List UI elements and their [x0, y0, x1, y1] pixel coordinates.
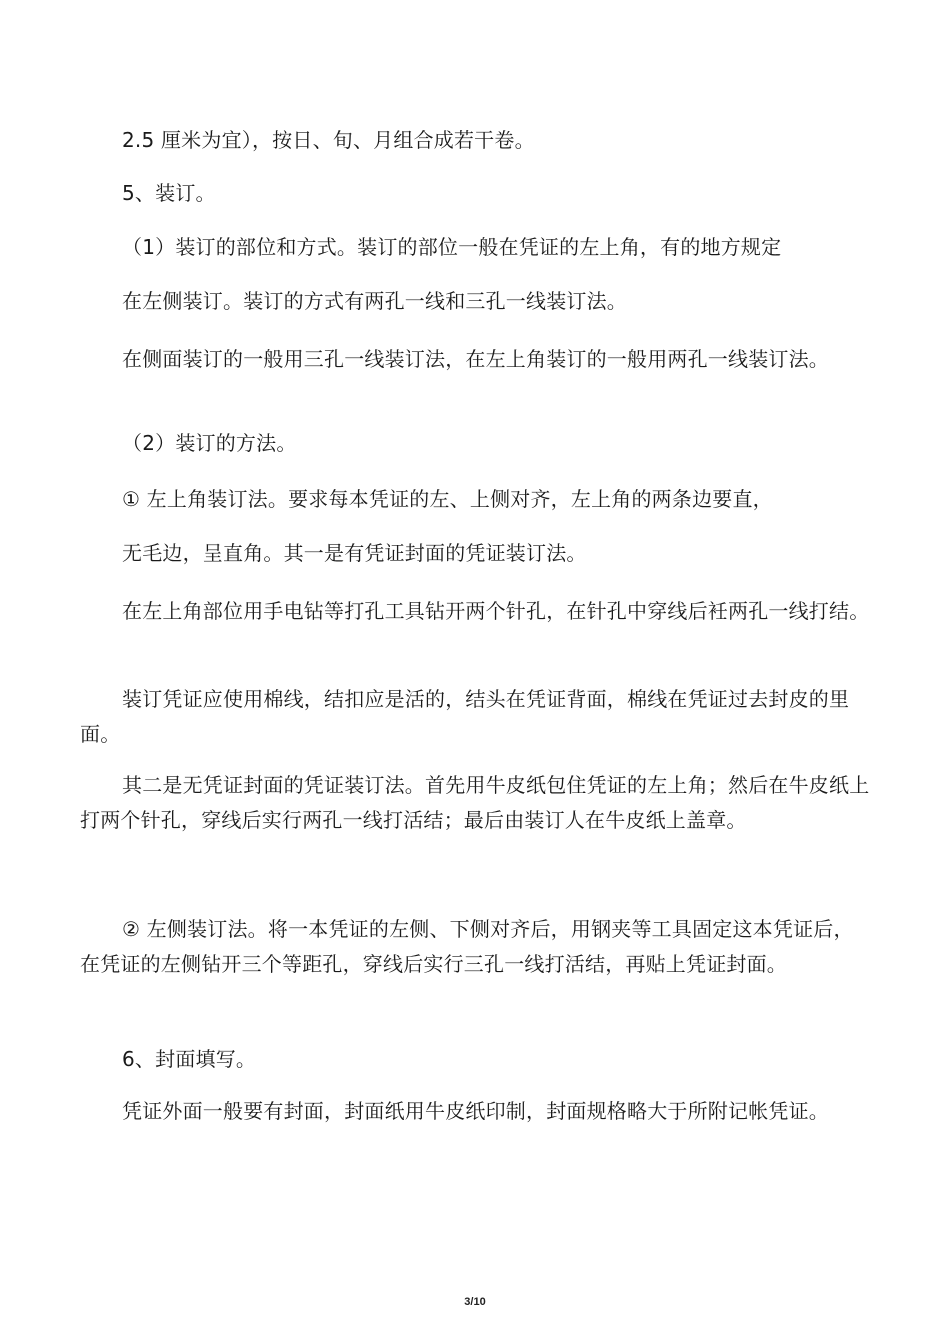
paragraph-12: ② 左侧装订法。将一本凭证的左侧、下侧对齐后，用钢夹等工具固定这本凭证后，在凭证的左侧钻开三个等距孔，穿线后实行三孔一线打活结，再贴上凭证封面。	[80, 917, 854, 976]
paragraph-6: （2）装订的方法。	[122, 431, 297, 455]
paragraph-14: 凭证外面一般要有封面，封面纸用牛皮纸印制，封面规格略大于所附记帐凭证。	[122, 1099, 829, 1123]
paragraph-3: （1）装订的部位和方式。装订的部位一般在凭证的左上角，有的地方规定	[122, 235, 782, 259]
paragraph-2: 5、装订。	[122, 181, 216, 205]
page-number: 3/10	[464, 1296, 486, 1308]
paragraph-11: 其二是无凭证封面的凭证装订法。首先用牛皮纸包住凭证的左上角；然后在牛皮纸上打两个针孔，穿线后实行两孔一线打活结；最后由装订人在牛皮纸上盖章。	[80, 773, 870, 832]
paragraph-4: 在左侧装订。装订的方式有两孔一线和三孔一线装订法。	[122, 289, 627, 313]
paragraph-9: 在左上角部位用手电钻等打孔工具钻开两个针孔，在针孔中穿线后衽两孔一线打结。	[122, 599, 870, 623]
paragraph-8: 无毛边，呈直角。其一是有凭证封面的凭证装订法。	[122, 541, 587, 565]
paragraph-5: 在侧面装订的一般用三孔一线装订法，在左上角装订的一般用两孔一线装订法。	[122, 347, 829, 371]
paragraph-7: ① 左上角装订法。要求每本凭证的左、上侧对齐，左上角的两条边要直，	[122, 487, 773, 511]
paragraph-10: 装订凭证应使用棉线，结扣应是活的，结头在凭证背面，棉线在凭证过去封皮的里面。	[80, 687, 850, 746]
paragraph-1: 2.5 厘米为宜），按日、旬、月组合成若干卷。	[122, 128, 535, 152]
paragraph-13: 6、封面填写。	[122, 1047, 257, 1071]
